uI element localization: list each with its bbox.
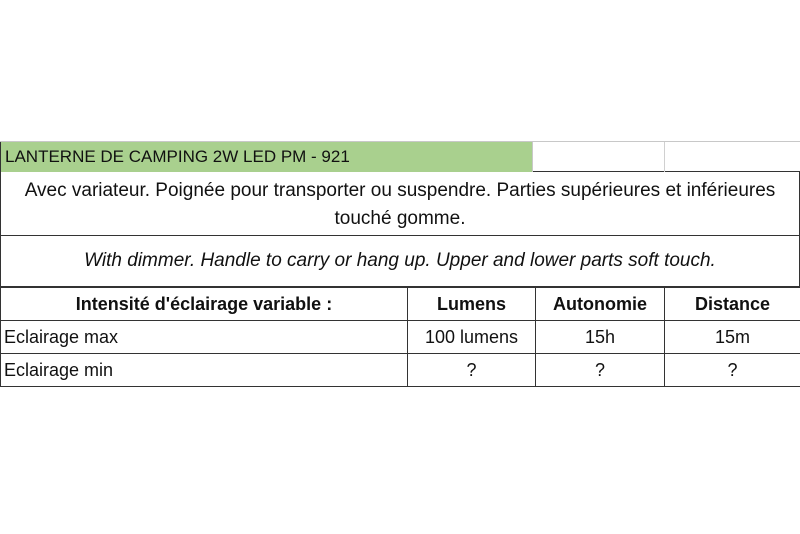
spreadsheet — [0, 141, 800, 387]
cell-lumens-max[interactable]: 100 lumens — [408, 321, 536, 354]
description-english-cell[interactable]: With dimmer. Handle to carry or hang up. Upper and lower parts soft touch. — [0, 235, 800, 287]
row-label-max[interactable]: Eclairage max — [1, 321, 408, 354]
table-row — [1, 354, 800, 387]
grid-line — [664, 142, 665, 172]
cell-lumens-min[interactable]: ? — [408, 354, 536, 387]
table-header-row — [1, 288, 800, 321]
cell-autonomy-min[interactable]: ? — [536, 354, 665, 387]
row-label-min[interactable]: Eclairage min — [1, 354, 408, 387]
specs-table — [0, 287, 800, 387]
table-row — [1, 321, 800, 354]
title-row — [0, 141, 800, 171]
header-distance[interactable]: Distance — [665, 288, 800, 321]
product-title-cell[interactable]: LANTERNE DE CAMPING 2W LED PM - 921 — [0, 142, 533, 172]
cell-autonomy-max[interactable]: 15h — [536, 321, 665, 354]
header-intensity[interactable]: Intensité d'éclairage variable : — [1, 288, 408, 321]
description-french-cell[interactable]: Avec variateur. Poignée pour transporter ou suspendre. Parties supérieures et inférieures touché gomme. — [0, 171, 800, 235]
header-lumens[interactable]: Lumens — [408, 288, 536, 321]
cell-distance-max[interactable]: 15m — [665, 321, 800, 354]
cell-distance-min[interactable]: ? — [665, 354, 800, 387]
header-autonomy[interactable]: Autonomie — [536, 288, 665, 321]
